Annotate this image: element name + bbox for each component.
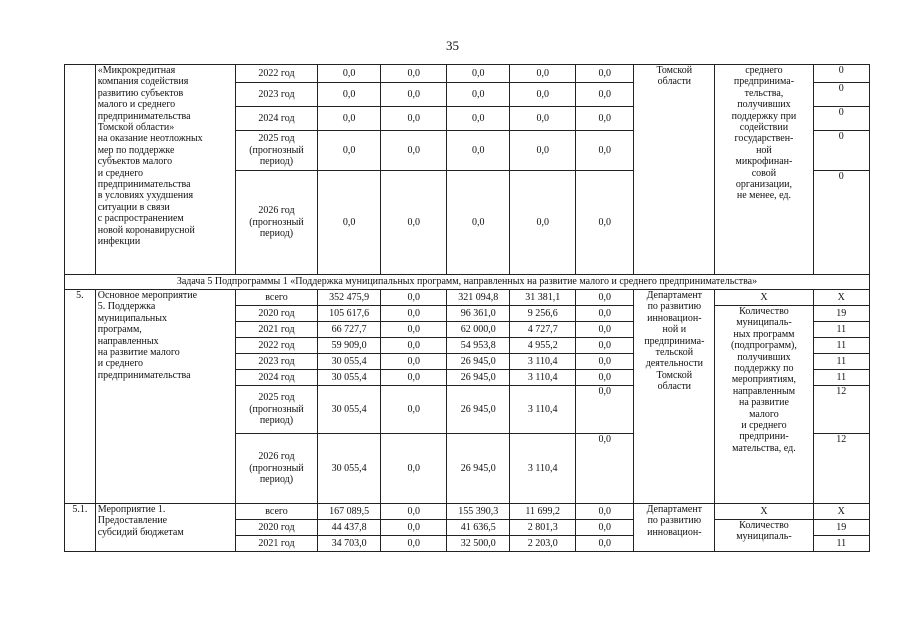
period-cell: 2022 год	[236, 65, 318, 83]
value-cell: 26 945,0	[446, 434, 509, 504]
value-cell: 0,0	[381, 354, 447, 370]
measure-name-cell: Основное мероприятие 5. Поддержка муниципальных программ, направленных на развитие малого и среднего предпринимательства	[95, 290, 235, 504]
value-cell: 3 110,4	[510, 370, 576, 386]
value-cell: 352 475,9	[317, 290, 380, 306]
value-cell: 0,0	[576, 370, 634, 386]
row-number-cell: 5.1.	[65, 504, 96, 552]
value-cell: 0,0	[381, 322, 447, 338]
value-cell: 3 110,4	[510, 354, 576, 370]
value-cell: 321 094,8	[446, 290, 509, 306]
value-cell: 0,0	[510, 65, 576, 83]
value-cell: 0,0	[576, 504, 634, 520]
row-number-cell	[65, 65, 96, 275]
task-heading: Задача 5 Подпрограммы 1 «Поддержка муниципальных программ, направленных на развитие малого и среднего предпринимательства»	[65, 275, 870, 290]
period-cell: всего	[236, 504, 318, 520]
period-cell: 2025 год (прогнозный период)	[236, 386, 318, 434]
value-cell: 0,0	[576, 65, 634, 83]
value-cell: 30 055,4	[317, 370, 380, 386]
indicator-value-cell: 11	[813, 354, 869, 370]
value-cell: 26 945,0	[446, 386, 509, 434]
period-cell: 2023 год	[236, 83, 318, 107]
indicator-value-cell: Х	[813, 290, 869, 306]
value-cell: 54 953,8	[446, 338, 509, 354]
value-cell: 0,0	[446, 131, 509, 171]
value-cell: 26 945,0	[446, 354, 509, 370]
table-row	[65, 290, 870, 306]
indicator-value-cell: 0	[813, 171, 869, 275]
executor-cell: Департамент по развитию инновацион-	[634, 504, 715, 552]
value-cell: 0,0	[381, 520, 447, 536]
value-cell: 0,0	[576, 107, 634, 131]
period-cell: 2021 год	[236, 322, 318, 338]
value-cell: 0,0	[510, 131, 576, 171]
indicator-value-cell: 11	[813, 338, 869, 354]
value-cell: 30 055,4	[317, 354, 380, 370]
value-cell: 167 089,5	[317, 504, 380, 520]
value-cell: 0,0	[317, 171, 380, 275]
value-cell: 41 636,5	[446, 520, 509, 536]
value-cell: 96 361,0	[446, 306, 509, 322]
value-cell: 0,0	[317, 83, 380, 107]
table-row	[65, 275, 870, 290]
value-cell: 30 055,4	[317, 386, 380, 434]
value-cell: 0,0	[576, 290, 634, 306]
indicator-value-cell: 11	[813, 370, 869, 386]
value-cell: 0,0	[381, 536, 447, 552]
value-cell: 11 699,2	[510, 504, 576, 520]
program-table	[64, 64, 870, 552]
value-cell: 0,0	[510, 83, 576, 107]
indicator-total-cell: Х	[715, 504, 813, 520]
indicator-name-cell: Количество муниципаль-	[715, 520, 813, 552]
value-cell: 0,0	[576, 322, 634, 338]
value-cell: 34 703,0	[317, 536, 380, 552]
value-cell: 0,0	[510, 171, 576, 275]
value-cell: 0,0	[381, 83, 447, 107]
value-cell: 0,0	[381, 386, 447, 434]
value-cell: 0,0	[381, 504, 447, 520]
indicator-value-cell: 0	[813, 65, 869, 83]
value-cell: 0,0	[381, 338, 447, 354]
value-cell: 4 727,7	[510, 322, 576, 338]
period-cell: 2024 год	[236, 107, 318, 131]
value-cell: 0,0	[381, 171, 447, 275]
period-cell: 2021 год	[236, 536, 318, 552]
value-cell: 0,0	[576, 338, 634, 354]
indicator-value-cell: Х	[813, 504, 869, 520]
value-cell: 4 955,2	[510, 338, 576, 354]
indicator-name-cell: Количество муниципаль- ных программ (подпрограмм), получивших поддержку по мероприятиям, направленным на развитие малого и среднего предприни- мательства, ед.	[715, 306, 813, 504]
indicator-value-cell: 0	[813, 131, 869, 171]
value-cell: 0,0	[576, 520, 634, 536]
value-cell: 0,0	[576, 131, 634, 171]
value-cell: 0,0	[446, 83, 509, 107]
period-cell: 2020 год	[236, 306, 318, 322]
value-cell: 0,0	[317, 131, 380, 171]
value-cell: 66 727,7	[317, 322, 380, 338]
value-cell: 3 110,4	[510, 386, 576, 434]
value-cell: 0,0	[381, 370, 447, 386]
value-cell: 2 801,3	[510, 520, 576, 536]
value-cell: 0,0	[446, 171, 509, 275]
value-cell: 0,0	[317, 65, 380, 83]
value-cell: 155 390,3	[446, 504, 509, 520]
value-cell: 0,0	[381, 65, 447, 83]
value-cell: 0,0	[381, 434, 447, 504]
indicator-value-cell: 12	[813, 386, 869, 434]
value-cell: 0,0	[576, 536, 634, 552]
period-cell: 2023 год	[236, 354, 318, 370]
period-cell: 2022 год	[236, 338, 318, 354]
value-cell: 2 203,0	[510, 536, 576, 552]
value-cell: 0,0	[510, 107, 576, 131]
value-cell: 44 437,8	[317, 520, 380, 536]
executor-cell: Департамент по развитию инновацион- ной и предпринима- тельской деятельности Томской области	[634, 290, 715, 504]
period-cell: 2024 год	[236, 370, 318, 386]
value-cell: 0,0	[576, 83, 634, 107]
value-cell: 0,0	[576, 434, 634, 504]
page-number: 35	[446, 38, 459, 53]
indicator-value-cell: 0	[813, 83, 869, 107]
indicator-name-cell: среднего предпринима- тельства, получивших поддержку при содействии государствен- ной микрофинан- совой организации, не менее, ед.	[715, 65, 813, 275]
value-cell: 0,0	[446, 107, 509, 131]
value-cell: 30 055,4	[317, 434, 380, 504]
value-cell: 3 110,4	[510, 434, 576, 504]
value-cell: 0,0	[381, 306, 447, 322]
measure-name-cell: «Микрокредитная компания содействия развитию субъектов малого и среднего предпринимательства Томской области» на оказание неотложных мер по поддержке субъектов малого и среднего предпринимательства в условиях ухудшения ситуации в связи с распространением новой коронавирусной инфекции	[95, 65, 235, 275]
value-cell: 31 381,1	[510, 290, 576, 306]
table-row	[65, 504, 870, 520]
value-cell: 59 909,0	[317, 338, 380, 354]
period-cell: 2026 год (прогнозный период)	[236, 434, 318, 504]
value-cell: 0,0	[381, 290, 447, 306]
row-number-cell: 5.	[65, 290, 96, 504]
indicator-total-cell: Х	[715, 290, 813, 306]
value-cell: 0,0	[576, 171, 634, 275]
value-cell: 0,0	[317, 107, 380, 131]
period-cell: 2025 год (прогнозный период)	[236, 131, 318, 171]
value-cell: 9 256,6	[510, 306, 576, 322]
period-cell: 2020 год	[236, 520, 318, 536]
table-row	[65, 65, 870, 83]
indicator-value-cell: 0	[813, 107, 869, 131]
value-cell: 0,0	[576, 354, 634, 370]
measure-name-cell: Мероприятие 1. Предоставление субсидий бюджетам	[95, 504, 235, 552]
period-cell: 2026 год (прогнозный период)	[236, 171, 318, 275]
indicator-value-cell: 11	[813, 322, 869, 338]
value-cell: 62 000,0	[446, 322, 509, 338]
value-cell: 0,0	[446, 65, 509, 83]
value-cell: 0,0	[381, 131, 447, 171]
indicator-value-cell: 12	[813, 434, 869, 504]
indicator-value-cell: 11	[813, 536, 869, 552]
value-cell: 0,0	[576, 386, 634, 434]
indicator-value-cell: 19	[813, 306, 869, 322]
indicator-value-cell: 19	[813, 520, 869, 536]
value-cell: 0,0	[381, 107, 447, 131]
executor-cell: Томской области	[634, 65, 715, 275]
value-cell: 0,0	[576, 306, 634, 322]
value-cell: 26 945,0	[446, 370, 509, 386]
value-cell: 105 617,6	[317, 306, 380, 322]
period-cell: всего	[236, 290, 318, 306]
value-cell: 32 500,0	[446, 536, 509, 552]
